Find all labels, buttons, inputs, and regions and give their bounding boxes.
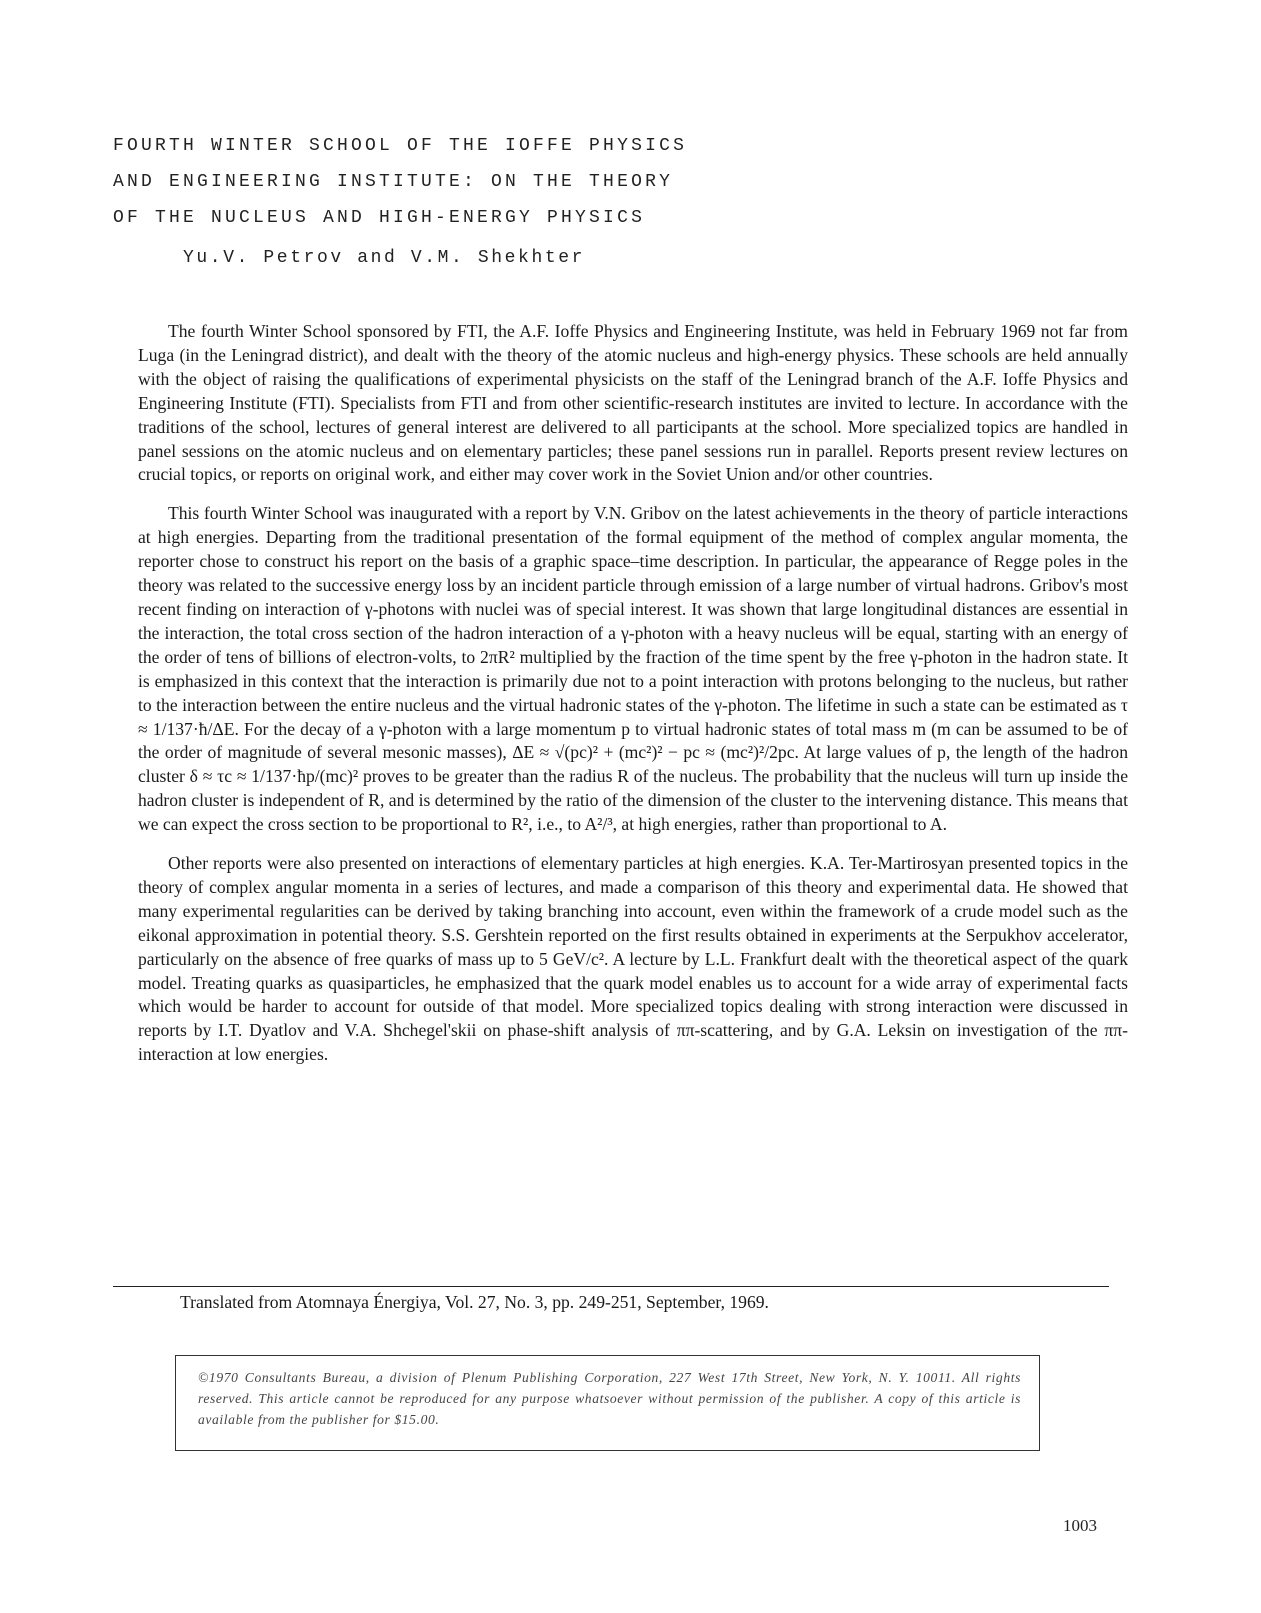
authors: Yu.V. Petrov and V.M. Shekhter (183, 248, 586, 268)
title-line-3: OF THE NUCLEUS AND HIGH-ENERGY PHYSICS (113, 208, 646, 228)
copyright-text: ©1970 Consultants Bureau, a division of Plenum Publishing Corporation, 227 West 17th Street, New York, N. Y. 10011. All rights reserved. This article cannot be reproduced for any purpose whatsoever without permission of the publisher. A copy of this article is available from the publisher for $15.00. (198, 1370, 1021, 1427)
translation-note: Translated from Atomnaya Énergiya, Vol. 27, No. 3, pp. 249-251, September, 1969. (180, 1292, 769, 1312)
paragraph-3: Other reports were also presented on interactions of elementary particles at high energies. K.A. Ter-Martirosyan presented topics in the theory of complex angular momenta in a series of lectures, and made a comparison of this theory and experimental data. He showed that many experimental regularities can be derived by taking branching into account, even within the framework of a crude model such as the eikonal approximation in potential theory. S.S. Gershtein reported on the first results obtained in experiments at the Serpukhov accelerator, particularly on the absence of free quarks of mass up to 5 GeV/c². A lecture by L.L. Frankfurt dealt with the theoretical aspect of the quark model. Treating quarks as quasiparticles, he emphasized that the quark model enables us to account for a wide array of experimental facts which would be harder to account for outside of that model. More specialized topics dealing with strong interaction were discussed in reports by I.T. Dyatlov and V.A. Shchegel'skii on phase-shift analysis of ππ-scattering, and by G.A. Leksin on investigation of the ππ-interaction at low energies. (138, 853, 1128, 1065)
page-number: 1003 (1063, 1516, 1097, 1535)
title-line-1: FOURTH WINTER SCHOOL OF THE IOFFE PHYSICS (113, 136, 688, 156)
paragraph-2: This fourth Winter School was inaugurated with a report by V.N. Gribov on the latest achievements in the theory of particle interactions at high energies. Departing from the traditional presentation of the formal equipment of the method of complex angular momenta, the reporter chose to construct his report on the basis of a graphic space–time description. In particular, the appearance of Regge poles in the theory was related to the successive energy loss by an incident particle through emission of a large number of virtual hadrons. Gribov's most recent finding on interaction of γ-photons with nuclei was of special interest. It was shown that large longitudinal distances are essential in the interaction, the total cross section of the hadron interaction of a γ-photon with a heavy nucleus will be equal, starting with an energy of the order of tens of billions of electron-volts, to 2πR² multiplied by the fraction of the time spent by the free γ-photon in the hadron state. It is emphasized in this context that the interaction is primarily due not to a point interaction with protons belonging to the nucleus, but rather to the interaction between the entire nucleus and the virtual hadronic states of the γ-photon. The lifetime in such a state can be estimated as τ ≈ 1/137·ħ/ΔE. For the decay of a γ-photon with a large momentum p to virtual hadronic states of total mass m (m can be assumed to be of the order of magnitude of several mesonic masses), ΔE ≈ √(pc)² + (mc²)² − pc ≈ (mc²)²/2pc. At large values of p, the length of the hadron cluster δ ≈ τc ≈ 1/137·ħp/(mc)² proves to be greater than the radius R of the nucleus. The probability that the nucleus will turn up inside the hadron cluster is independent of R, and is determined by the ratio of the dimension of the cluster to the intervening distance. This means that we can expect the cross section to be proportional to R², i.e., to A²/³, at high energies, rather than proportional to A. (138, 503, 1128, 835)
article-title (113, 128, 873, 236)
title-line-2: AND ENGINEERING INSTITUTE: ON THE THEORY (113, 172, 674, 192)
paragraph-1: The fourth Winter School sponsored by FTI, the A.F. Ioffe Physics and Engineering Institute, was held in February 1969 not far from Luga (in the Leningrad district), and dealt with the theory of the atomic nucleus and high-energy physics. These schools are held annually with the object of raising the qualifications of experimental physicists on the staff of the Leningrad branch of the A.F. Ioffe Physics and Engineering Institute (FTI). Specialists from FTI and from other scientific-research institutes are invited to lecture. In accordance with the traditions of the school, lectures of general interest are delivered to all participants at the school. More specialized topics are handled in panel sessions on the atomic nucleus and on elementary particles; these panel sessions run in parallel. Reports present review lectures on crucial topics, or reports on original work, and either may cover work in the Soviet Union and/or other countries. (138, 321, 1128, 485)
article-body (138, 320, 1128, 1082)
footnote-divider (113, 1286, 1109, 1287)
copyright-box (175, 1355, 1040, 1451)
